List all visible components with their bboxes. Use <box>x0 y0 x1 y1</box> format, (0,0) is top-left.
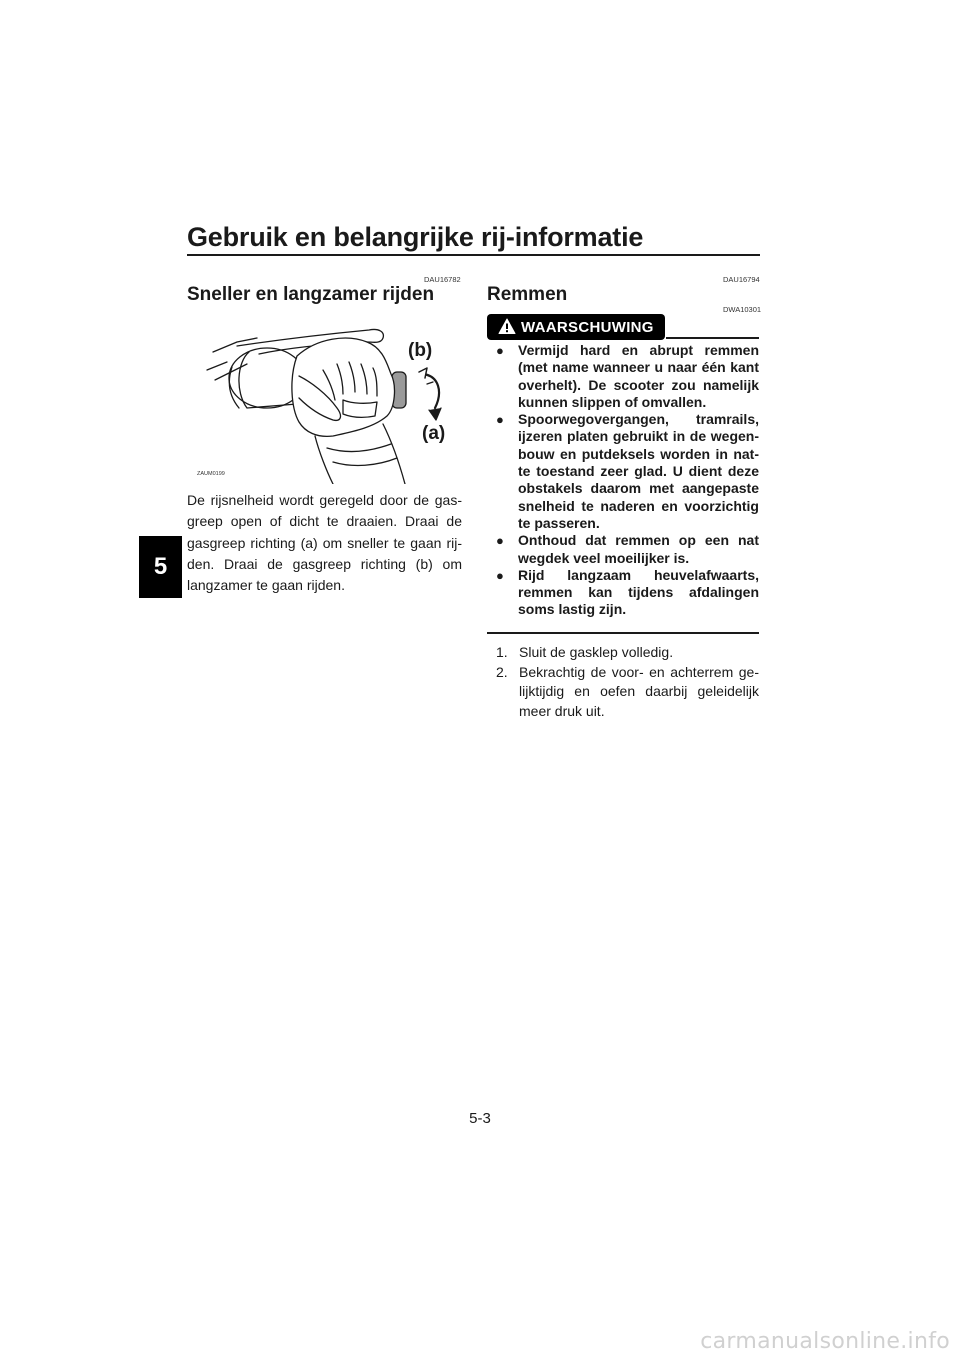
list-item: 2. Bekrachtig de voor- en achterrem ge-lijktijdig en oefen daarbij geleidelijk meer druk uit. <box>496 663 759 719</box>
warning-item: ● Onthoud dat remmen op een nat wegdek veel moeilijker is. <box>496 532 759 566</box>
warning-list <box>496 342 759 619</box>
warning-item: ● Vermijd hard en abrupt remmen (met name wanneer u naar één kant overhelt). De scooter zou namelijk kunnen slippen of omvallen. <box>496 342 759 410</box>
page-title: Gebruik en belangrijke rij-informatie <box>187 222 644 252</box>
chapter-tab: 5 <box>139 536 182 598</box>
warning-code: DWA10301 <box>723 305 762 314</box>
section-heading: Sneller en langzamer rijden <box>187 284 435 305</box>
section-code: DAU16782 <box>424 275 461 284</box>
page-number: 5-3 <box>469 1110 491 1127</box>
bullet-icon: ● <box>496 567 504 583</box>
warning-rule-bottom <box>487 632 759 634</box>
bullet-icon: ● <box>496 412 504 428</box>
body-paragraph: De rijsnelheid wordt geregeld door de gas-greep open of dicht te draaien. Draai de gasgreep richting (a) om sneller te gaan rij-den. Draai de gasgreep richting (b) om langzamer te gaan rijden. <box>187 492 462 594</box>
warning-label: WAARSCHUWING <box>521 318 654 336</box>
figure-code: ZAUM0199 <box>197 471 225 477</box>
list-item: 1. Sluit de gasklep volledig. <box>496 644 674 660</box>
bullet-icon: ● <box>496 533 504 549</box>
direction-label-b: (b) <box>408 340 433 361</box>
procedure-steps <box>496 643 759 721</box>
section-code-2: DAU16794 <box>723 275 760 284</box>
warning-triangle-icon <box>498 318 516 340</box>
bullet-icon: ● <box>496 343 504 358</box>
warning-item: ● Spoorwegovergangen, tramrails, ijzeren platen gebruikt in de wegen-bouw en putdeksels worden in nat-te toestand zeer glad. U dient deze obstakels daarom met aangepaste snelheid te naderen en voorzichtig te passeren. <box>496 411 759 531</box>
warning-rule-top <box>666 337 759 339</box>
section-heading-2: Remmen <box>487 284 568 305</box>
throttle-grip-illustration <box>187 312 463 484</box>
direction-label-a: (a) <box>422 423 446 444</box>
warning-banner <box>487 314 665 340</box>
warning-item: ● Rijd langzaam heuvelafwaarts, remmen kan tijdens afdalingen soms lastig zijn. <box>496 566 759 618</box>
watermark-link[interactable]: carmanualsonline.info <box>700 1329 950 1354</box>
header-rule <box>187 254 760 256</box>
